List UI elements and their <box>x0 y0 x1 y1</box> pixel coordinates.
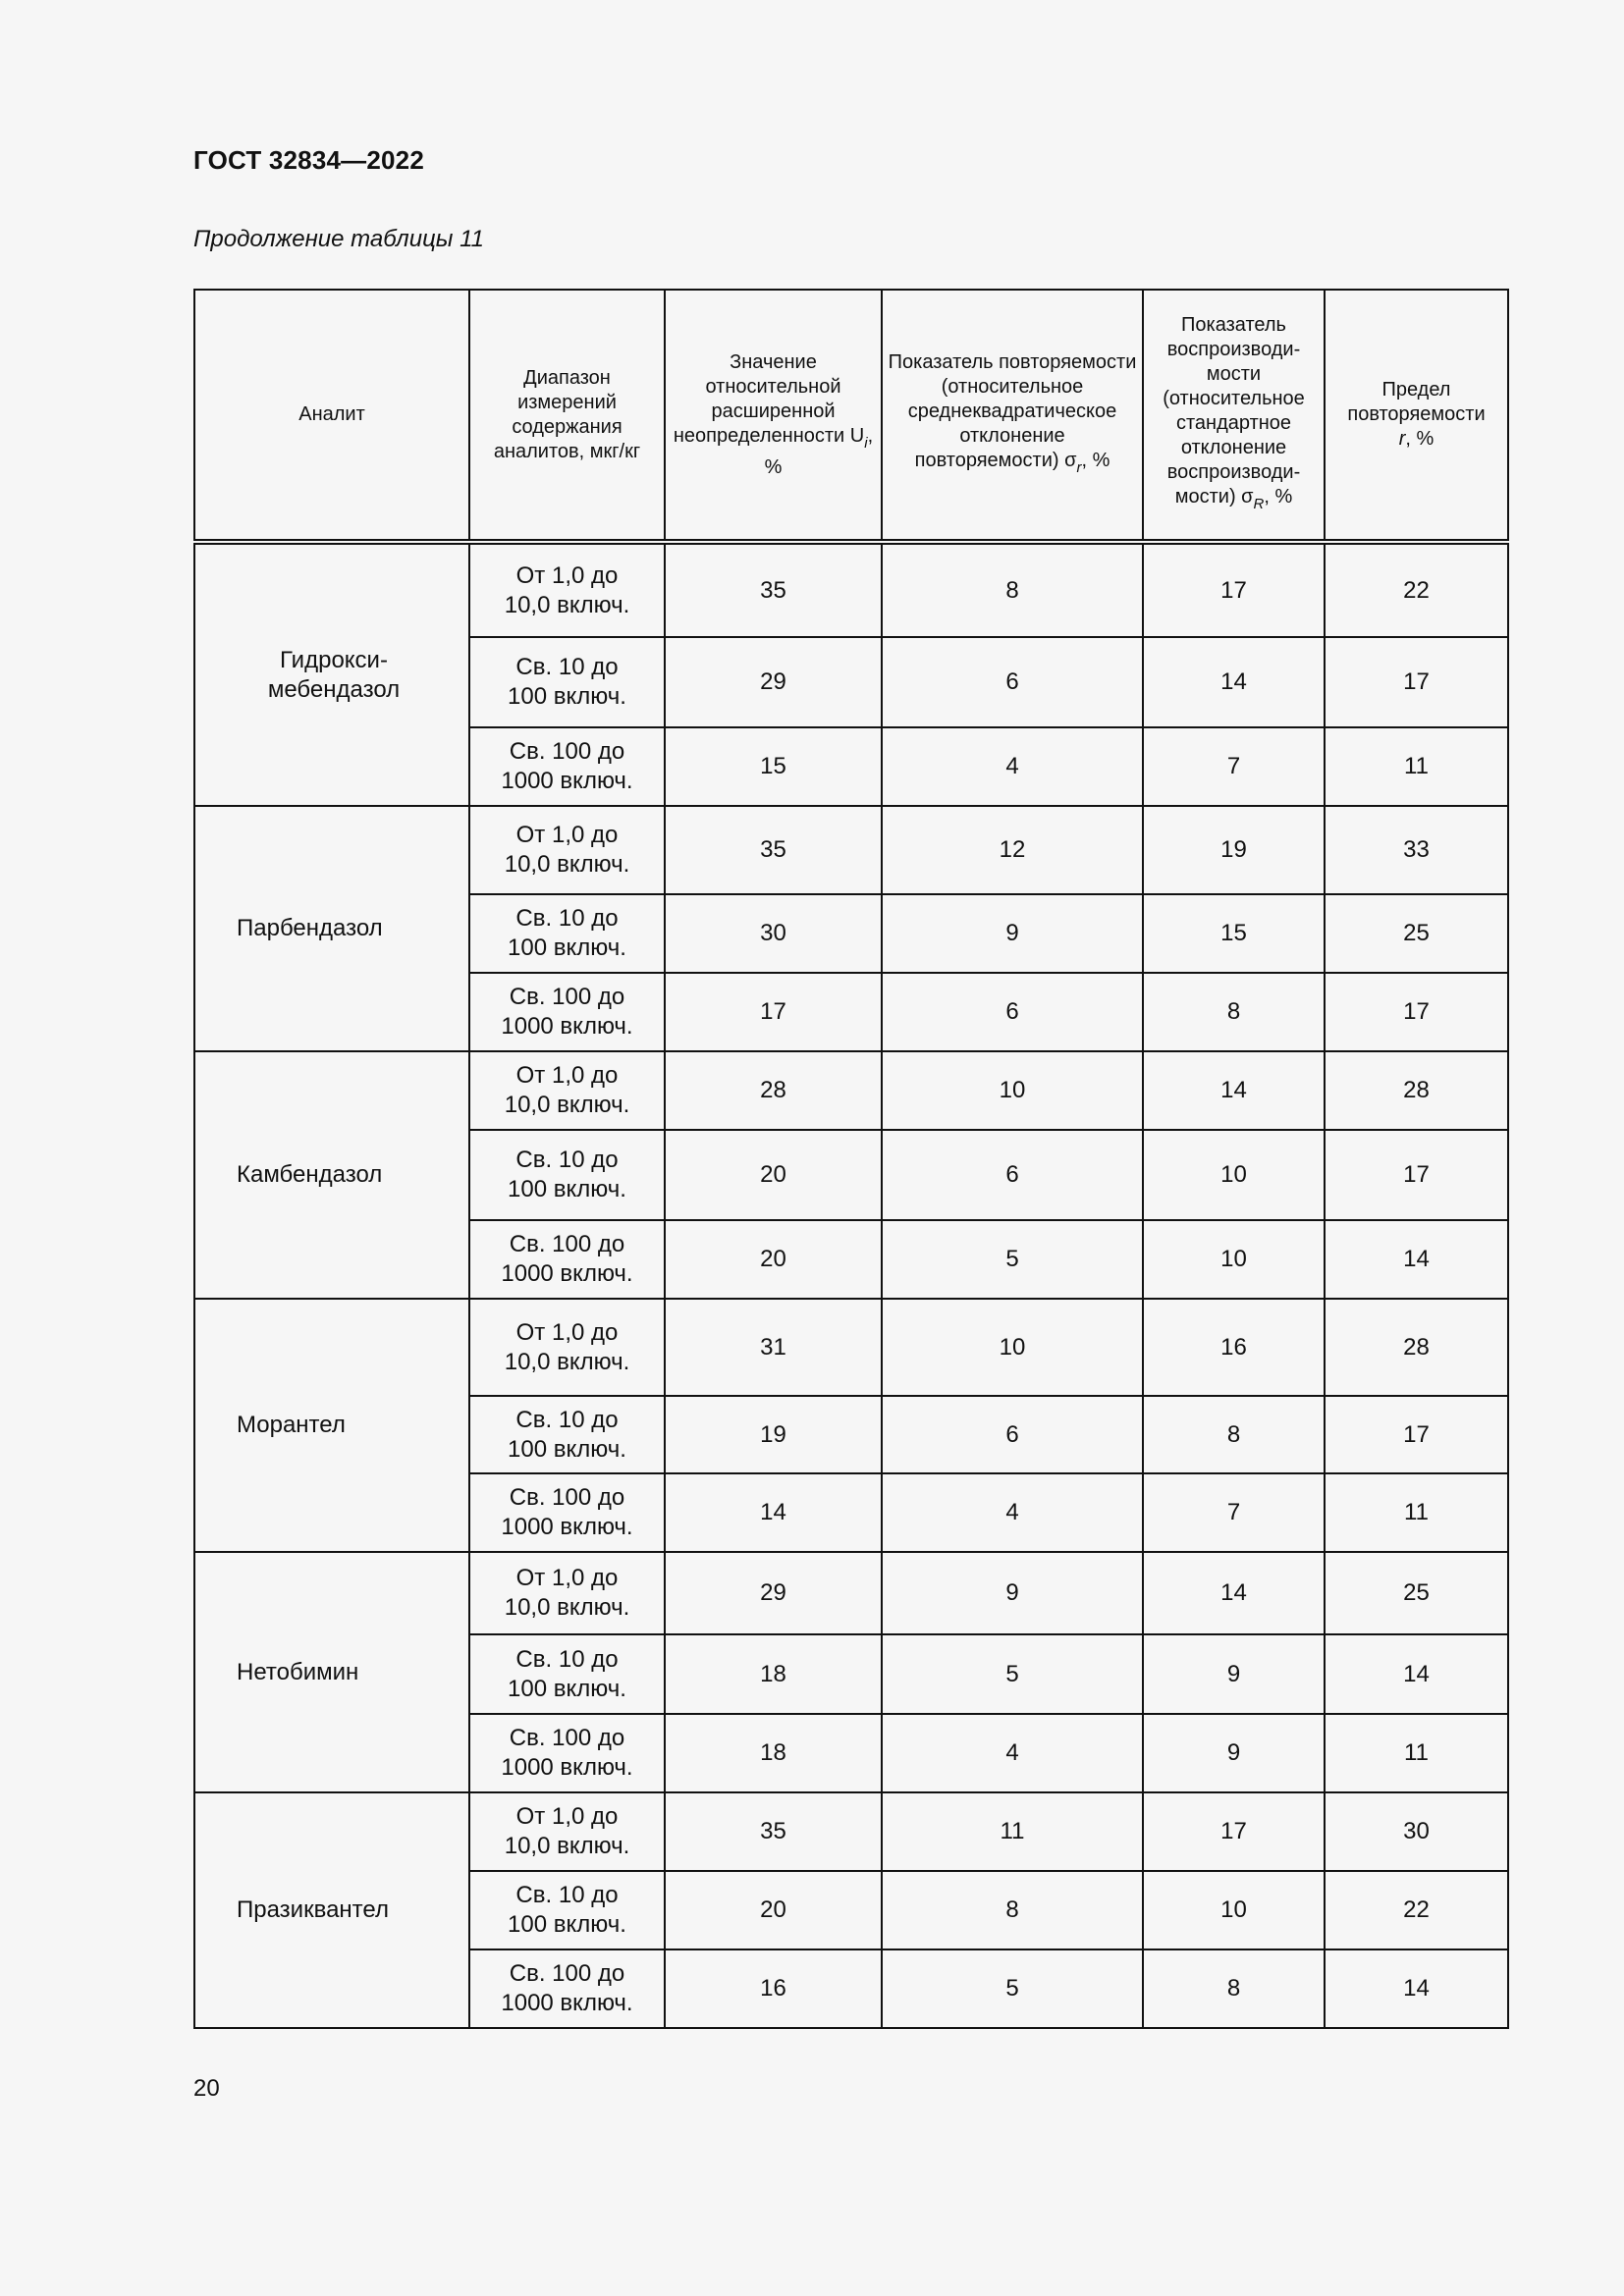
reproducibility-cell: 14 <box>1143 637 1325 727</box>
uncertainty-cell: 20 <box>665 1130 882 1220</box>
reproducibility-cell: 9 <box>1143 1714 1325 1792</box>
range-line-2: 10,0 включ. <box>504 851 630 878</box>
range-line-2: 1000 включ. <box>501 1514 633 1540</box>
reproducibility-cell: 7 <box>1143 727 1325 806</box>
uncertainty-cell: 28 <box>665 1051 882 1130</box>
analyte-cell: Гидрокси- мебендазол <box>194 542 469 806</box>
header-uncertainty-symbol: U <box>849 424 865 447</box>
range-line-1: Св. 100 до <box>509 984 625 1010</box>
range-line-1: Св. 10 до <box>515 1645 619 1673</box>
analyte-cell: Празиквантел <box>194 1792 469 2028</box>
range-cell <box>469 1051 665 1130</box>
repeatability-cell: 6 <box>882 1396 1143 1473</box>
reproducibility-cell: 8 <box>1143 1396 1325 1473</box>
analyte-cell: Морантел <box>194 1299 469 1552</box>
uncertainty-cell: 30 <box>665 894 882 973</box>
repeatability-cell: 5 <box>882 1949 1143 2028</box>
header-limit-symbol: r <box>1398 428 1406 450</box>
range-line-2: 1000 включ. <box>501 1754 633 1781</box>
range-line-2: 10,0 включ. <box>504 591 630 618</box>
range-line-2: 100 включ. <box>508 1435 626 1463</box>
range-cell <box>469 1130 665 1220</box>
range-line-2: 10,0 включ. <box>504 1092 630 1118</box>
range-line-2: 1000 включ. <box>501 1260 633 1287</box>
range-cell <box>469 1396 665 1473</box>
header-repeatability-sub: r <box>1076 458 1082 476</box>
range-line-2: 10,0 включ. <box>504 1348 630 1375</box>
range-cell <box>469 1714 665 1792</box>
limit-cell: 25 <box>1325 894 1508 973</box>
range-cell <box>469 1871 665 1949</box>
uncertainty-cell: 20 <box>665 1871 882 1949</box>
range-line-2: 1000 включ. <box>501 1990 633 2016</box>
range-line-1: Св. 10 до <box>515 905 619 932</box>
range-cell <box>469 1220 665 1299</box>
reproducibility-cell: 10 <box>1143 1220 1325 1299</box>
range-line-2: 10,0 включ. <box>504 1594 630 1621</box>
page-number: 20 <box>193 2075 220 2102</box>
range-line-2: 100 включ. <box>508 1675 626 1702</box>
uncertainty-cell: 14 <box>665 1473 882 1552</box>
limit-cell: 17 <box>1325 1396 1508 1473</box>
limit-cell: 28 <box>1325 1051 1508 1130</box>
limit-cell: 11 <box>1325 1714 1508 1792</box>
limit-cell: 22 <box>1325 542 1508 637</box>
uncertainty-cell: 29 <box>665 1552 882 1634</box>
limit-cell: 14 <box>1325 1949 1508 2028</box>
range-line-1: Св. 10 до <box>515 654 619 680</box>
repeatability-cell: 10 <box>882 1299 1143 1396</box>
repeatability-cell: 8 <box>882 542 1143 637</box>
header-range: Диапазон измерений содержания аналитов, мкг/кг <box>469 290 665 542</box>
uncertainty-cell: 18 <box>665 1634 882 1714</box>
reproducibility-cell: 8 <box>1143 973 1325 1051</box>
limit-cell: 33 <box>1325 806 1508 894</box>
range-line-1: Св. 100 до <box>509 738 625 765</box>
range-line-1: Св. 10 до <box>515 1406 619 1433</box>
header-uncertainty <box>665 290 882 542</box>
reproducibility-cell: 16 <box>1143 1299 1325 1396</box>
range-line-1: Св. 100 до <box>509 1484 625 1511</box>
range-line-1: От 1,0 до <box>515 1318 619 1346</box>
uncertainty-cell: 17 <box>665 973 882 1051</box>
header-limit-unit: , % <box>1405 428 1435 450</box>
limit-cell: 17 <box>1325 973 1508 1051</box>
reproducibility-cell: 10 <box>1143 1871 1325 1949</box>
range-cell <box>469 973 665 1051</box>
limit-cell: 28 <box>1325 1299 1508 1396</box>
range-cell <box>469 806 665 894</box>
range-line-2: 100 включ. <box>508 683 626 710</box>
table-row <box>194 542 1508 637</box>
table-row <box>194 806 1508 894</box>
reproducibility-cell: 15 <box>1143 894 1325 973</box>
uncertainty-cell: 19 <box>665 1396 882 1473</box>
uncertainty-cell: 31 <box>665 1299 882 1396</box>
analyte-cell: Нетобимин <box>194 1552 469 1792</box>
table-body <box>194 542 1508 2028</box>
uncertainty-cell: 29 <box>665 637 882 727</box>
repeatability-cell: 5 <box>882 1220 1143 1299</box>
reproducibility-cell: 14 <box>1143 1552 1325 1634</box>
range-cell <box>469 1299 665 1396</box>
reproducibility-cell: 7 <box>1143 1473 1325 1552</box>
table-row <box>194 1552 1508 1634</box>
range-line-2: 1000 включ. <box>501 768 633 794</box>
limit-cell: 17 <box>1325 637 1508 727</box>
range-line-2: 100 включ. <box>508 1176 626 1202</box>
range-cell <box>469 1473 665 1552</box>
range-cell <box>469 1792 665 1871</box>
reproducibility-cell: 17 <box>1143 1792 1325 1871</box>
range-cell <box>469 727 665 806</box>
limit-cell: 11 <box>1325 727 1508 806</box>
table-row <box>194 1299 1508 1396</box>
repeatability-cell: 12 <box>882 806 1143 894</box>
range-line-1: От 1,0 до <box>515 561 619 589</box>
range-line-1: От 1,0 до <box>515 1803 619 1830</box>
range-line-1: Св. 100 до <box>509 1231 625 1257</box>
header-reproducibility-symbol: σ <box>1241 486 1254 507</box>
header-limit <box>1325 290 1508 542</box>
header-reproducibility <box>1143 290 1325 542</box>
range-cell <box>469 1949 665 2028</box>
repeatability-cell: 4 <box>882 727 1143 806</box>
header-limit-text: Предел повторяемости <box>1347 379 1486 425</box>
repeatability-cell: 9 <box>882 1552 1143 1634</box>
reproducibility-cell: 10 <box>1143 1130 1325 1220</box>
header-analyte: Аналит <box>194 290 469 542</box>
repeatability-cell: 6 <box>882 1130 1143 1220</box>
limit-cell: 11 <box>1325 1473 1508 1552</box>
header-repeatability <box>882 290 1143 542</box>
range-line-1: От 1,0 до <box>515 822 619 848</box>
range-cell <box>469 637 665 727</box>
analyte-cell: Камбендазол <box>194 1051 469 1299</box>
range-line-1: Св. 10 до <box>515 1147 619 1173</box>
uncertainty-cell: 18 <box>665 1714 882 1792</box>
range-cell <box>469 1552 665 1634</box>
range-line-2: 100 включ. <box>508 934 626 961</box>
reproducibility-cell: 14 <box>1143 1051 1325 1130</box>
repeatability-cell: 11 <box>882 1792 1143 1871</box>
header-uncertainty-sub: i <box>864 434 868 452</box>
table-caption: Продолжение таблицы 11 <box>193 226 485 252</box>
range-line-2: 10,0 включ. <box>504 1833 630 1859</box>
header-repeatability-text: Показатель повторяемости (относительное среднеквадратическое отклонение повторяемости) <box>888 350 1137 471</box>
header-reproducibility-sub: R <box>1253 496 1265 512</box>
reproducibility-cell: 17 <box>1143 542 1325 637</box>
reproducibility-cell: 19 <box>1143 806 1325 894</box>
repeatability-cell: 4 <box>882 1714 1143 1792</box>
reproducibility-cell: 9 <box>1143 1634 1325 1714</box>
range-cell <box>469 1634 665 1714</box>
limit-cell: 14 <box>1325 1220 1508 1299</box>
repeatability-cell: 6 <box>882 973 1143 1051</box>
data-table <box>193 289 1509 2029</box>
limit-cell: 25 <box>1325 1552 1508 1634</box>
range-line-1: От 1,0 до <box>515 1062 619 1089</box>
table-row <box>194 1051 1508 1130</box>
limit-cell: 17 <box>1325 1130 1508 1220</box>
header-reproducibility-text: Показатель воспроизводи-мости (относительное стандартное отклонение воспроизводи-мости) <box>1163 314 1305 507</box>
range-line-1: Св. 100 до <box>509 1725 625 1751</box>
repeatability-cell: 9 <box>882 894 1143 973</box>
range-line-1: Св. 10 до <box>515 1882 619 1908</box>
header-repeatability-unit: , % <box>1081 449 1110 471</box>
uncertainty-cell: 16 <box>665 1949 882 2028</box>
range-line-1: От 1,0 до <box>515 1565 619 1591</box>
range-cell <box>469 894 665 973</box>
range-line-2: 100 включ. <box>508 1911 626 1938</box>
header-uncertainty-text: Значение относительной расширенной неопределенности <box>673 350 845 447</box>
range-line-2: 1000 включ. <box>501 1013 633 1040</box>
limit-cell: 14 <box>1325 1634 1508 1714</box>
limit-cell: 22 <box>1325 1871 1508 1949</box>
uncertainty-cell: 35 <box>665 1792 882 1871</box>
table-header-row <box>194 290 1508 542</box>
repeatability-cell: 6 <box>882 637 1143 727</box>
repeatability-cell: 10 <box>882 1051 1143 1130</box>
analyte-cell: Парбендазол <box>194 806 469 1051</box>
range-line-1: Св. 100 до <box>509 1960 625 1987</box>
range-cell <box>469 542 665 637</box>
uncertainty-cell: 15 <box>665 727 882 806</box>
uncertainty-cell: 35 <box>665 542 882 637</box>
header-repeatability-symbol: σ <box>1064 449 1077 471</box>
header-reproducibility-unit: , % <box>1264 486 1293 507</box>
header-uncertainty-unit: , % <box>764 424 874 478</box>
uncertainty-cell: 20 <box>665 1220 882 1299</box>
repeatability-cell: 8 <box>882 1871 1143 1949</box>
uncertainty-cell: 35 <box>665 806 882 894</box>
repeatability-cell: 5 <box>882 1634 1143 1714</box>
limit-cell: 30 <box>1325 1792 1508 1871</box>
document-header: ГОСТ 32834—2022 <box>193 145 424 175</box>
table-row <box>194 1792 1508 1871</box>
reproducibility-cell: 8 <box>1143 1949 1325 2028</box>
repeatability-cell: 4 <box>882 1473 1143 1552</box>
